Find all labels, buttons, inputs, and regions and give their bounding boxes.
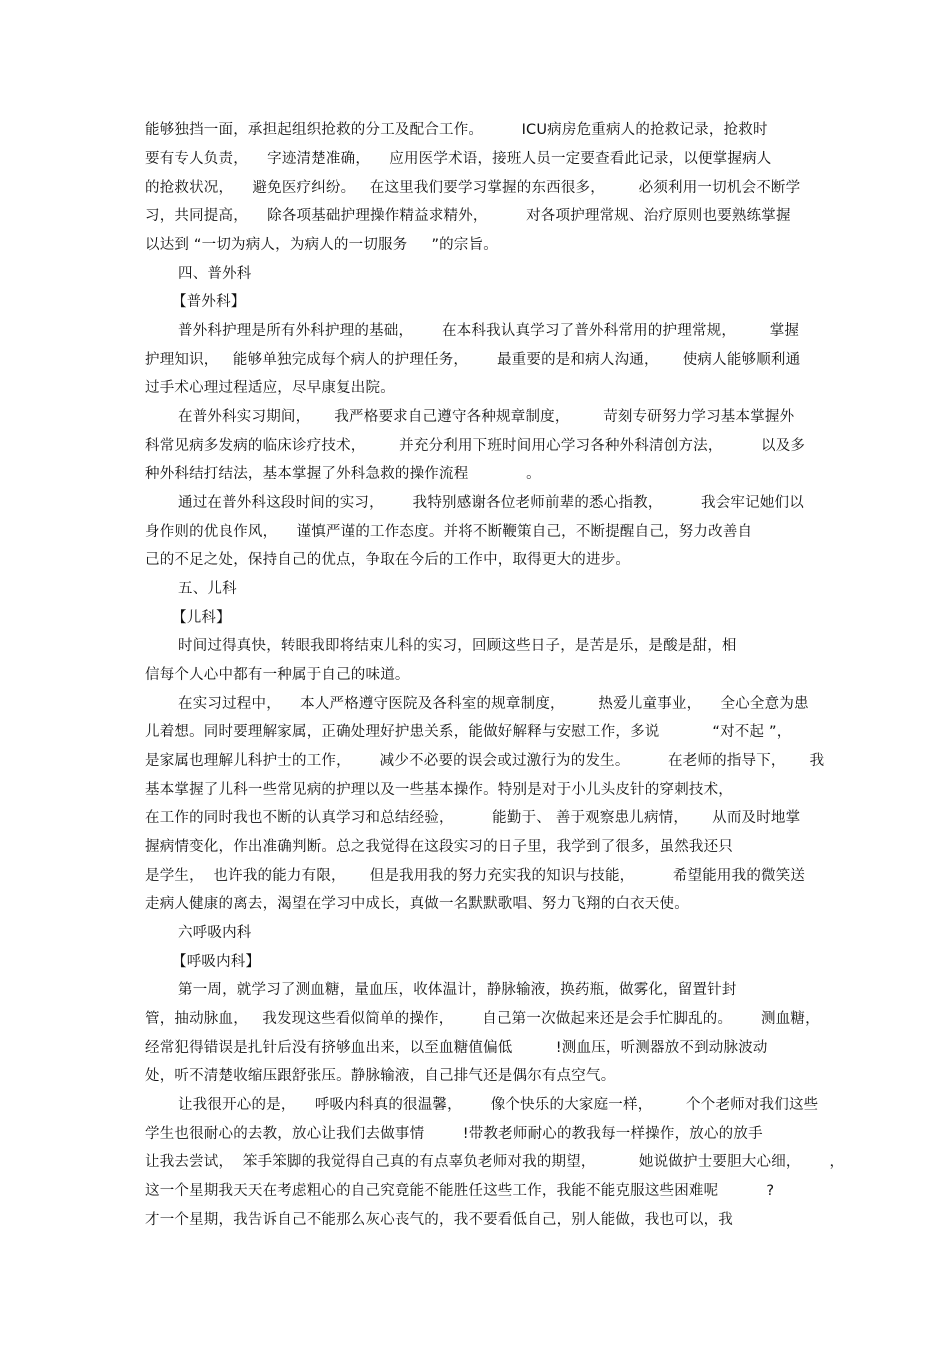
text-line: 护理知识， 能够单独完成每个病人的护理任务， 最重要的是和病人沟通， 使病人能够顺利通 bbox=[145, 352, 801, 368]
text-line: 学生也很耐心的去教，放心让我们去做事情 !带教老师耐心的教我每一样操作，放心的放手 bbox=[145, 1126, 763, 1142]
text-line: 走病人健康的离去，渴望在学习中成长，真做一名默默歌唱、努力飞翔的白衣天使。 bbox=[145, 896, 689, 912]
text-line: 的抢救状况， 避免医疗纠纷。 在这里我们要学习掌握的东西很多， 必须利用一切机会不断学 bbox=[145, 180, 801, 196]
text-line: 通过在普外科这段时间的实习， 我特别感谢各位老师前辈的悉心指教， 我会牢记她们以 bbox=[178, 495, 804, 511]
text-line: 让我去尝试， 笨手笨脚的我觉得自己真的有点辜负老师对我的期望， 她说做护士要胆大心细， ， bbox=[145, 1154, 845, 1170]
text-line: 让我很开心的是， 呼吸内科真的很温馨， 像个快乐的大家庭一样， 个个老师对我们这些 bbox=[178, 1097, 819, 1113]
text-line: 普外科护理是所有外科护理的基础， 在本科我认真学习了普外科常用的护理常规， 掌握 bbox=[178, 323, 800, 339]
text-line: 管，抽动脉血， 我发现这些看似简单的操作， 自己第一次做起来还是会手忙脚乱的。 测血糖， bbox=[145, 1011, 820, 1027]
section-tag: 【儿科】 bbox=[172, 610, 231, 626]
text-line: 科常见病多发病的临床诊疗技术， 并充分利用下班时间用心学习各种外科清创方法， 以及多 bbox=[145, 438, 806, 454]
text-line: 以达到 “一切为病人，为病人的一切服务 ”的宗旨。 bbox=[145, 237, 498, 253]
text-line: 要有专人负责， 字迹清楚准确， 应用医学术语，接班人员一定要查看此记录，以便掌握病人 bbox=[145, 151, 772, 167]
section-tag: 【普外科】 bbox=[172, 294, 246, 310]
text-line: 身作则的优良作风， 谨慎严谨的工作态度。并将不断鞭策自己，不断提醒自己，努力改善自 bbox=[145, 524, 753, 540]
section-heading: 五、儿科 bbox=[178, 581, 237, 597]
text-line: 第一周，就学习了测血糖，量血压，收体温计，静脉输液，换药瓶，做雾化，留置针封 bbox=[178, 982, 737, 998]
text-line: 儿着想。同时要理解家属，正确处理好护患关系，能做好解释与安慰工作，多说 “对不起 ”， bbox=[145, 724, 792, 740]
section-tag: 【呼吸内科】 bbox=[172, 954, 261, 970]
text-line: 在实习过程中， 本人严格遵守医院及各科室的规章制度， 热爱儿童事业， 全心全意为患 bbox=[178, 696, 809, 712]
text-line: 在普外科实习期间， 我严格要求自己遵守各种规章制度， 苛刻专研努力学习基本掌握外 bbox=[178, 409, 795, 425]
text-line: 处，听不清楚收缩压跟舒张压。静脉输液，自己排气还是偶尔有点空气。 bbox=[145, 1068, 616, 1084]
text-line: 己的不足之处，保持自己的优点，争取在今后的工作中，取得更大的进步。 bbox=[145, 552, 631, 568]
section-heading: 四、普外科 bbox=[178, 266, 252, 282]
text-line: 是家属也理解儿科护士的工作， 减少不必要的误会或过激行为的发生。 在老师的指导下， 我 bbox=[145, 753, 825, 769]
text-line: 这一个星期我天天在考虑粗心的自己究竟能不能胜任这些工作，我能不能克服这些困难呢 ? bbox=[145, 1183, 775, 1199]
text-line: 基本掌握了儿科一些常见病的护理以及一些基本操作。特别是对于小儿头皮针的穿刺技术， bbox=[145, 782, 733, 798]
text-line: 经常犯得错误是扎针后没有挤够血出来，以至血糖值偏低 !测血压，听测器放不到动脉波动 bbox=[145, 1040, 768, 1056]
text-line: 时间过得真快，转眼我即将结束儿科的实习，回顾这些日子，是苦是乐，是酸是甜，相 bbox=[178, 638, 737, 654]
text-line: 种外科结打结法，基本掌握了外科急救的操作流程 。 bbox=[145, 466, 541, 482]
text-line: 是学生， 也许我的能力有限， 但是我用我的努力充实我的知识与技能， 希望能用我的微笑送 bbox=[145, 868, 806, 884]
text-line: 信每个人心中都有一种属于自己的味道。 bbox=[145, 667, 410, 683]
text-line: 握病情变化，作出准确判断。总之我觉得在这段实习的日子里，我学到了很多，虽然我还只 bbox=[145, 839, 733, 855]
text-line: 在工作的同时我也不断的认真学习和总结经验， 能勤于、 善于观察患儿病情， 从而及时地掌 bbox=[145, 810, 801, 826]
section-heading: 六呼吸内科 bbox=[178, 925, 252, 941]
text-line: 能够独挡一面，承担起组织抢救的分工及配合工作。 ICU病房危重病人的抢救记录，抢救时 bbox=[145, 122, 768, 138]
text-line: 才一个星期，我告诉自己不能那么灰心丧气的，我不要看低自己，别人能做，我也可以，我 bbox=[145, 1212, 733, 1228]
text-line: 过手术心理过程适应，尽早康复出院。 bbox=[145, 380, 395, 396]
text-line: 习，共同提高， 除各项基础护理操作精益求精外， 对各项护理常规、治疗原则也要熟练掌握 bbox=[145, 208, 791, 224]
